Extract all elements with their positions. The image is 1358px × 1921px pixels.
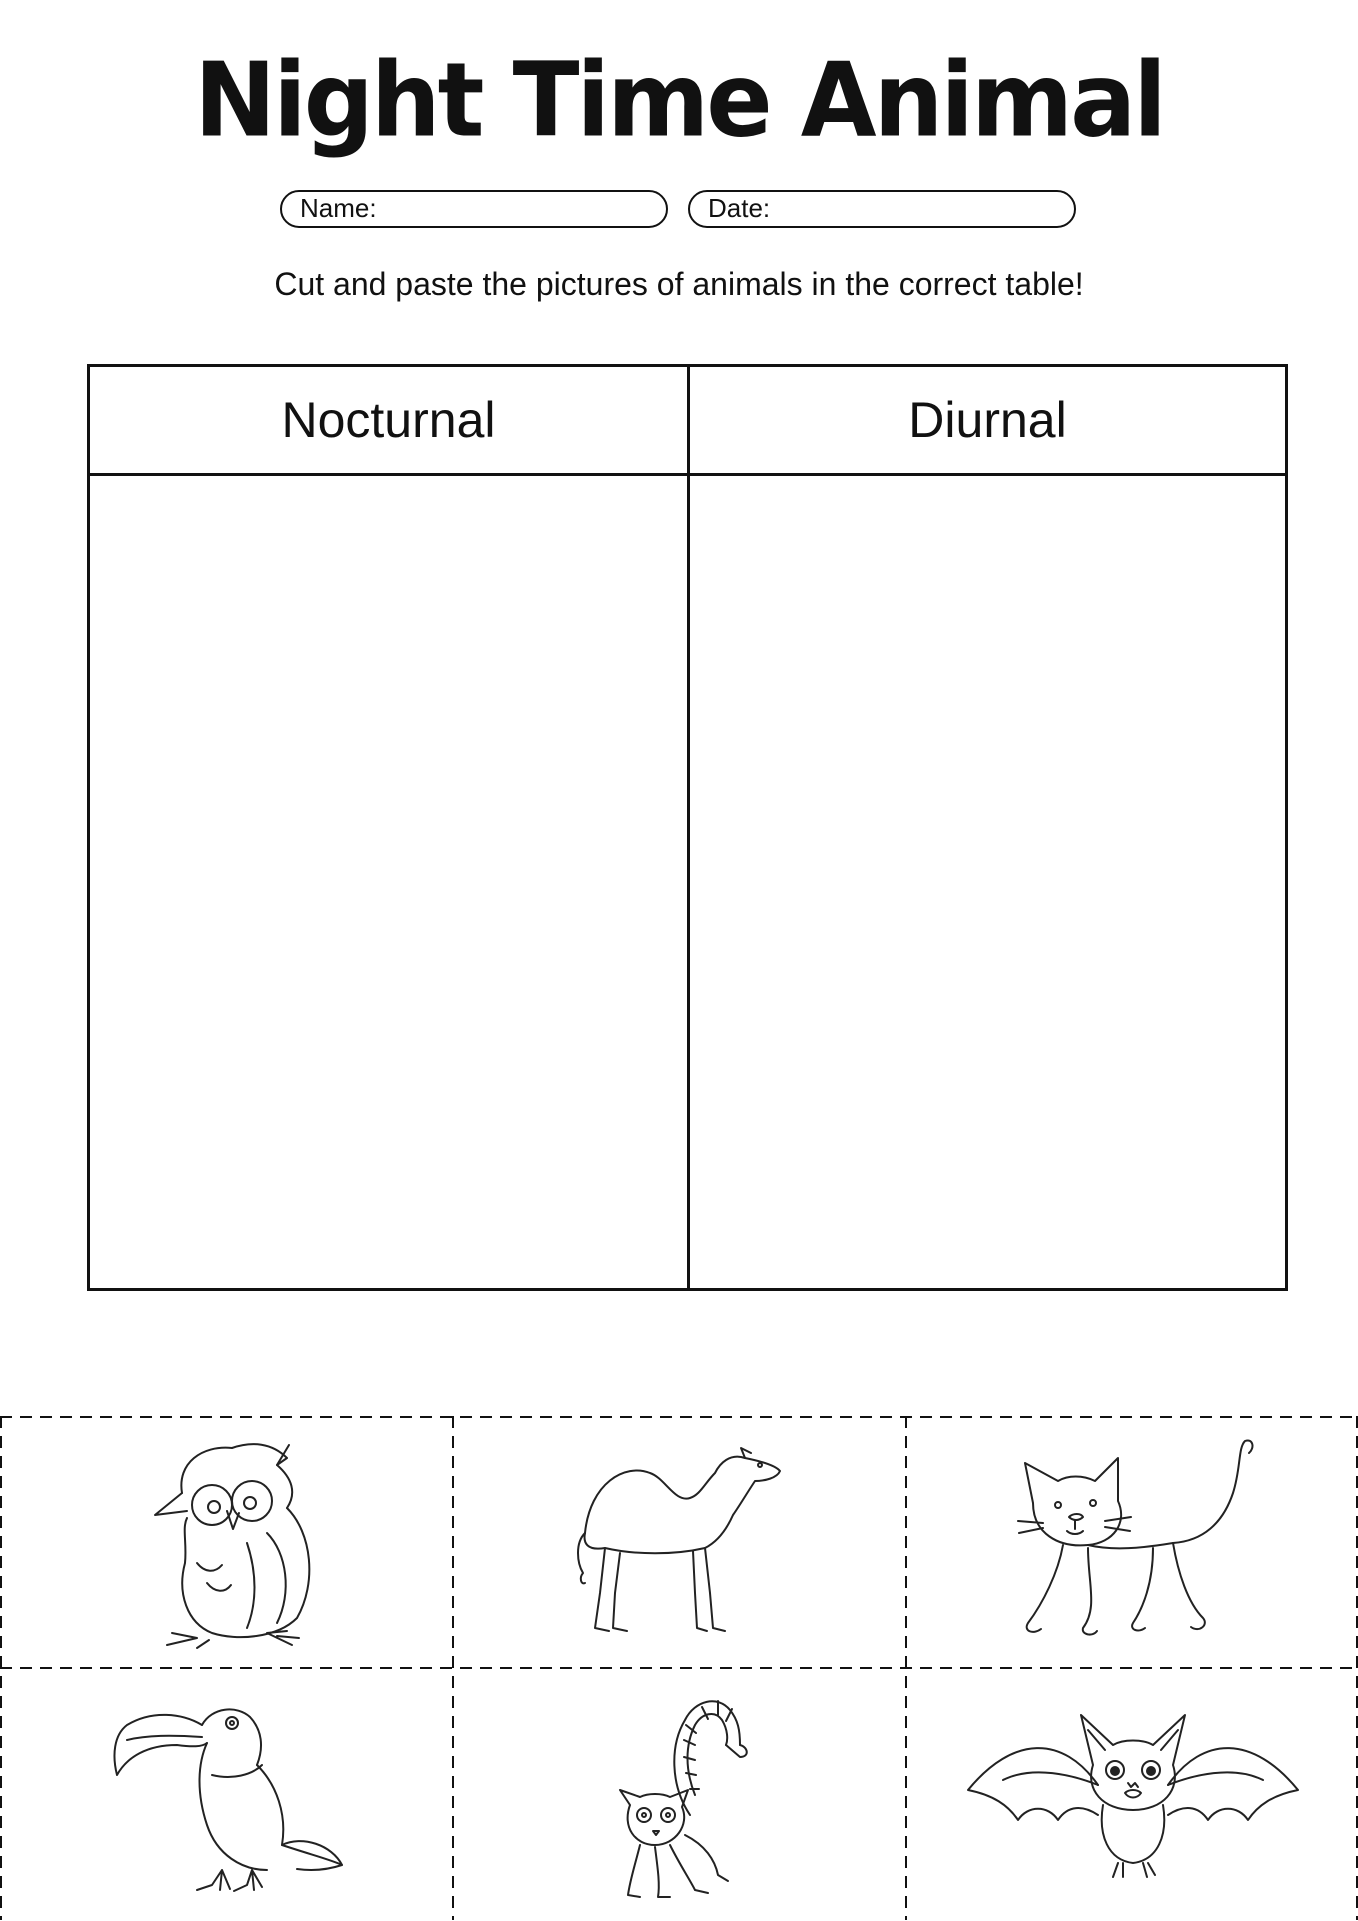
column-header-nocturnal: Nocturnal (281, 392, 496, 448)
date-field[interactable] (688, 190, 1076, 228)
name-label: Name: (300, 193, 377, 223)
instruction-text: Cut and paste the pictures of animals in the correct table! (274, 266, 1084, 302)
cutout-card-owl[interactable] (1, 1417, 453, 1669)
diurnal-drop-area[interactable] (690, 476, 1285, 1288)
cutout-card-lemur[interactable] (454, 1669, 906, 1921)
date-label: Date: (708, 193, 771, 223)
cutout-card-cat[interactable] (907, 1417, 1358, 1669)
bat-icon (963, 1695, 1303, 1895)
lemur-icon (600, 1685, 760, 1905)
cutout-grid (0, 1416, 1358, 1920)
column-header-diurnal: Diurnal (908, 392, 1067, 448)
cutout-card-bat[interactable] (907, 1669, 1358, 1921)
nocturnal-drop-area[interactable] (90, 476, 687, 1288)
owl-icon (127, 1433, 327, 1653)
toucan-icon (102, 1685, 352, 1905)
cutout-card-camel[interactable] (454, 1417, 906, 1669)
name-field[interactable] (280, 190, 668, 228)
cat-icon (1003, 1433, 1263, 1653)
camel-icon (565, 1443, 795, 1643)
worksheet-title: Night Time Animal (194, 41, 1164, 161)
cutout-card-toucan[interactable] (1, 1669, 453, 1921)
sorting-table (87, 364, 1288, 1291)
